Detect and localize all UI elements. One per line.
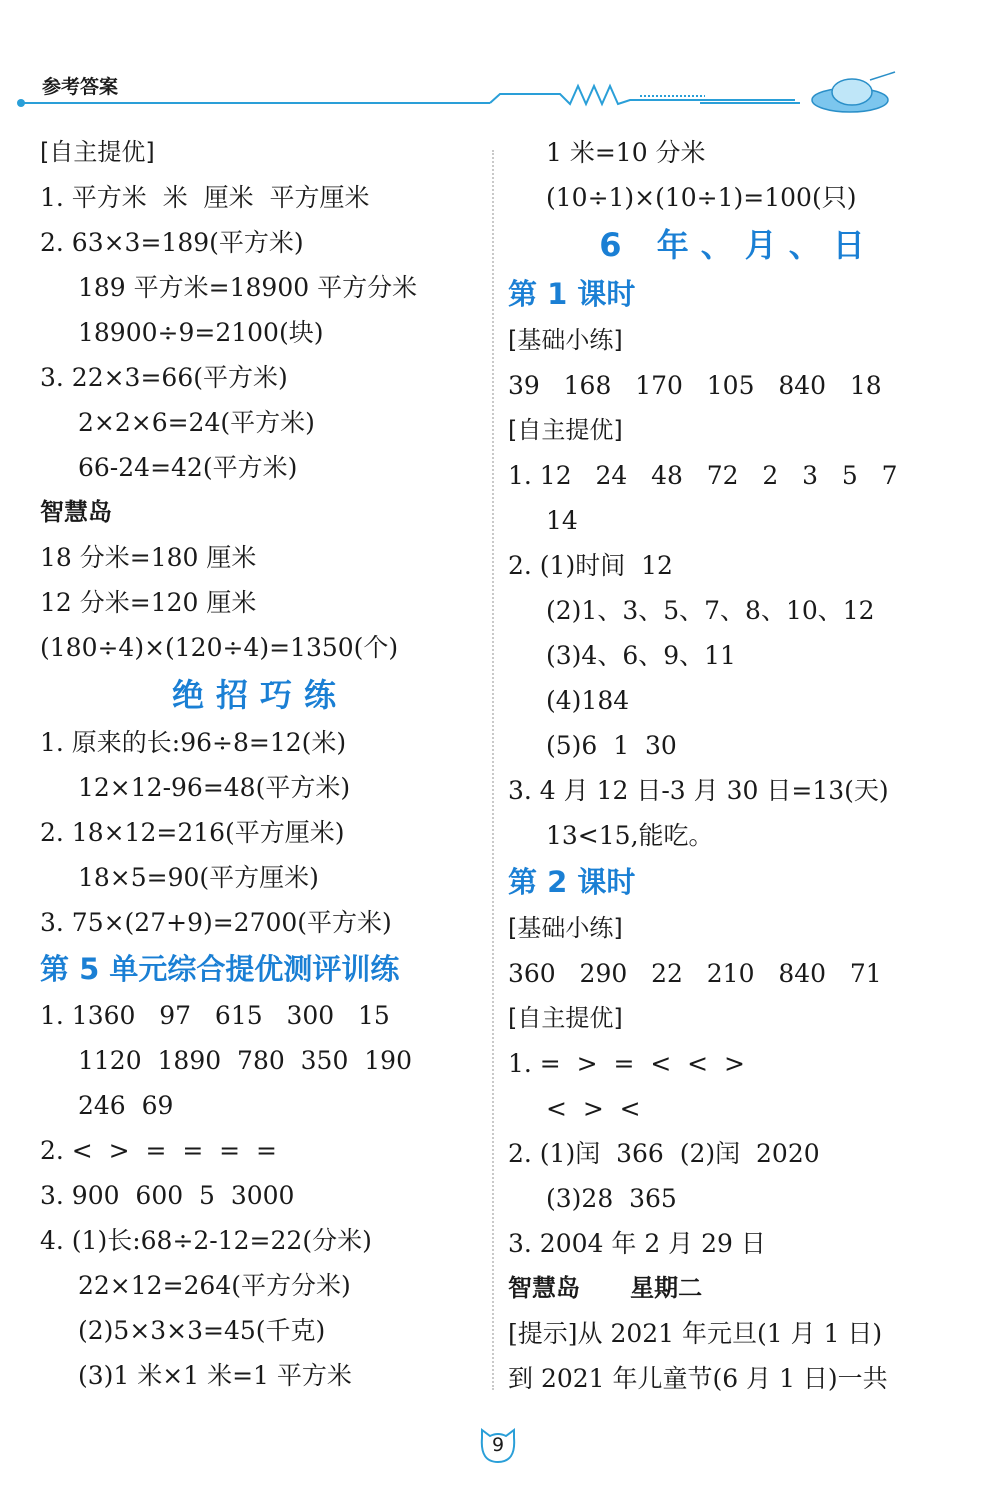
right-line: (4)184 [546, 686, 630, 715]
right-line: [自主提优] [508, 416, 623, 444]
left-line: 66-24=42(平方米) [78, 453, 298, 482]
left-line: (180÷4)×(120÷4)=1350(个) [40, 633, 399, 662]
right-line: [基础小练] [508, 914, 623, 942]
left-line: 18900÷9=2100(块) [78, 318, 324, 347]
page-number-badge [478, 1428, 518, 1464]
right-line: 1. 12 24 48 72 2 3 5 7 [508, 461, 898, 490]
left-line: 第 5 单元综合提优测评训练 [40, 952, 400, 986]
left-line: (2)5×3×3=45(千克) [78, 1316, 326, 1345]
left-line: 12 分米=120 厘米 [40, 588, 257, 617]
right-line: [自主提优] [508, 1004, 623, 1032]
page-number: 9 [491, 1434, 505, 1456]
right-line: 第 2 课时 [508, 865, 636, 899]
column-divider [492, 150, 494, 1390]
left-line: 2×2×6=24(平方米) [78, 408, 315, 437]
left-line: 智慧岛 [40, 498, 112, 526]
left-line: 246 69 [78, 1091, 174, 1120]
right-line: 14 [546, 506, 578, 535]
left-line: 18×5=90(平方厘米) [78, 863, 319, 892]
right-line: 3. 2004 年 2 月 29 日 [508, 1229, 766, 1258]
right-line: < > < [546, 1094, 641, 1123]
left-line: (3)1 米×1 米=1 平方米 [78, 1361, 352, 1390]
right-line: 1. = > = < < > [508, 1049, 745, 1078]
left-line: 4. (1)长:68÷2-12=22(分米) [40, 1226, 372, 1255]
right-line: 到 2021 年儿童节(6 月 1 日)一共 [508, 1364, 888, 1393]
left-line: 1. 1360 97 615 300 15 [40, 1001, 390, 1030]
right-column [508, 130, 968, 1401]
left-line: 2. 18×12=216(平方厘米) [40, 818, 345, 847]
right-line: 2. (1)闰 366 (2)闰 2020 [508, 1139, 820, 1168]
right-line: (2)1、3、5、7、8、10、12 [546, 596, 875, 625]
right-line: 3. 4 月 12 日-3 月 30 日=13(天) [508, 776, 889, 805]
right-line: 1 米=10 分米 [546, 138, 706, 167]
left-line: 2. < > = = = = [40, 1136, 277, 1165]
right-line: 智慧岛 星期二 [508, 1274, 703, 1302]
left-line: 3. 22×3=66(平方米) [40, 363, 288, 392]
left-line: 3. 900 600 5 3000 [40, 1181, 295, 1210]
right-line: (10÷1)×(10÷1)=100(只) [546, 183, 857, 212]
left-line: 18 分米=180 厘米 [40, 543, 257, 572]
right-line: 2. (1)时间 12 [508, 551, 673, 580]
right-line: 39 168 170 105 840 18 [508, 371, 882, 400]
left-line: 绝招巧练 [171, 676, 348, 714]
right-line: [提示]从 2021 年元旦(1 月 1 日) [508, 1319, 883, 1348]
header-decoration [0, 70, 1000, 130]
left-line: 1120 1890 780 350 190 [78, 1046, 412, 1075]
right-line: (3)4、6、9、11 [546, 641, 736, 670]
right-line: 13<15,能吃。 [546, 821, 714, 850]
right-line: 第 1 课时 [508, 277, 636, 311]
left-line: [自主提优] [40, 138, 155, 166]
right-line: (5)6 1 30 [546, 731, 677, 760]
right-line: [基础小练] [508, 326, 623, 354]
right-line: (3)28 365 [546, 1184, 677, 1213]
left-line: 22×12=264(平方分米) [78, 1271, 351, 1300]
left-line: 12×12-96=48(平方米) [78, 773, 351, 802]
left-line: 189 平方米=18900 平方分米 [78, 273, 418, 302]
left-column [40, 130, 480, 1398]
left-line: 3. 75×(27+9)=2700(平方米) [40, 908, 392, 937]
left-line: 1. 平方米 米 厘米 平方厘米 [40, 183, 370, 212]
right-line: 6 年、月、日 [599, 226, 877, 264]
left-line: 1. 原来的长:96÷8=12(米) [40, 728, 347, 757]
header-label: 参考答案 [42, 76, 119, 98]
left-line: 2. 63×3=189(平方米) [40, 228, 304, 257]
right-line: 360 290 22 210 840 71 [508, 959, 882, 988]
